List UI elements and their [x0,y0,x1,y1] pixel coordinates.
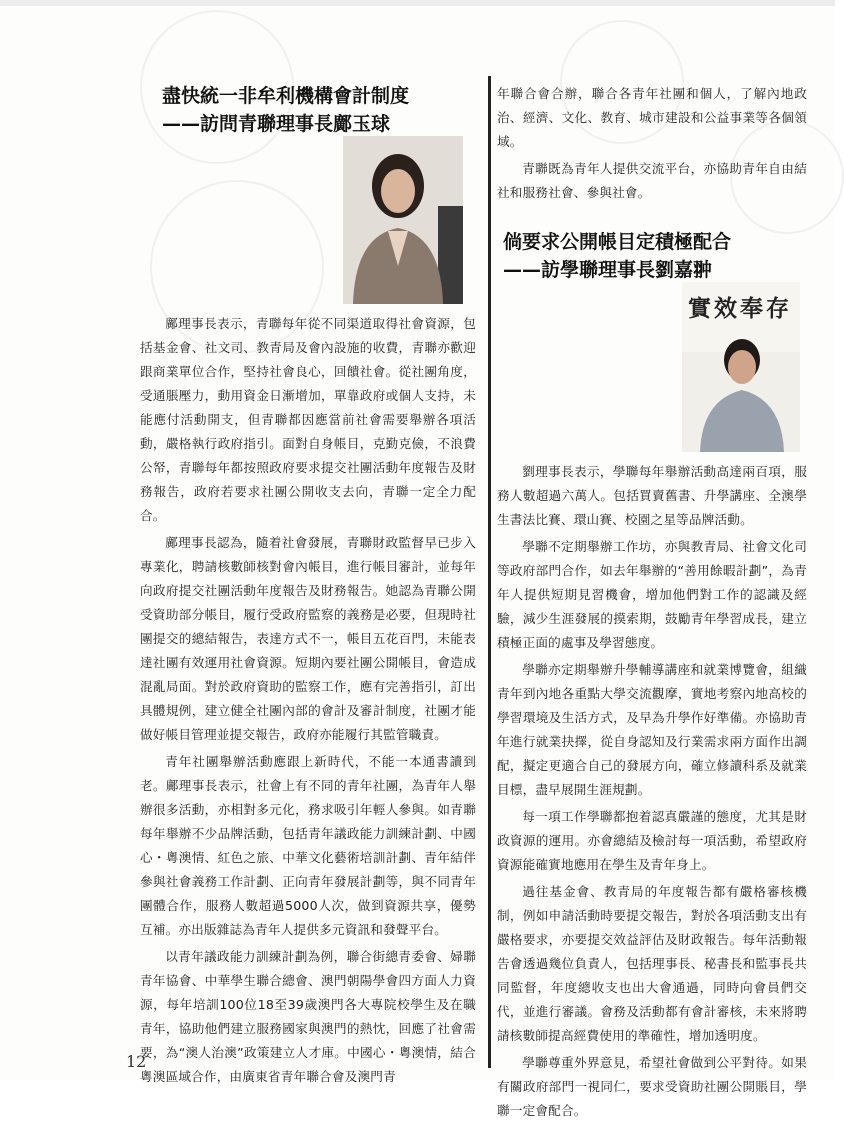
left-article-title: 盡快統一非牟利機構會計制度 [162,85,410,107]
column-divider [488,76,491,1068]
paragraph: 青聯既為青年人提供交流平台，亦協助青年自由結社和服務社會、參與社會。 [497,161,807,200]
calligraphy-text: 實效奉存 [688,295,792,322]
person-photo-icon [343,136,463,304]
paragraph: 學聯不定期舉辦工作坊，亦與教青局、社會文化司等政府部門合作，如去年舉辦的“善用餘暇計劃”，為青年人提供短期見習機會，增加他們對工作的認識及經驗，減少生涯發展的摸索期，鼓勵青年學習成長，建立積極正面的處事及學習態度。 [497,539,807,650]
paragraph: 年聯合會合辦，聯合各青年社團和個人，了解內地政治、經濟、文化、教育、城市建設和公益事業等各個領域。 [497,86,807,149]
right-article-body [497,460,807,1126]
right-article-subtitle: ——訪學聯理事長劉嘉翀 [503,259,713,281]
left-article [140,82,476,138]
right-article-heading [503,228,803,284]
paragraph: 過往基金會、教青局的年度報告都有嚴格審核機制，例如申請活動時要提交報告，對於各項活動支出有嚴格要求，亦要提交效益評估及財政報告。每年活動報告會透過幾位負責人，包括理事長、秘書長和監事長共同監督，年度總收支也出大會通過，同時向會員們交代，並進行審議。會務及活動都有會計審核，未來將聘請核數師提高經費使用的準確性，增加透明度。 [497,884,807,1043]
right-article-title: 倘要求公開帳目定積極配合 [503,231,732,253]
scan-edge-top [0,0,835,6]
paragraph: 以青年議政能力訓練計劃為例，聯合街總青委會、婦聯青年協會、中華學生聯合總會、澳門朝陽學會四方面人力資源，每年培訓100位18至39歲澳門各大專院校學生及在職青年，協助他們建立服務國家與澳門的熱忱，回應了社會需要，為“澳人治澳”政策建立人才庫。中國心・粵澳情，結合粵澳區域合作，由廣東省青年聯合會及澳門青 [140,949,476,1084]
paragraph: 鄺理事長表示，青聯每年從不同渠道取得社會資源，包括基金會、社文司、教青局及會內設施的收費，青聯亦歡迎跟商業單位合作，堅持社會良心，回饋社會。從社團角度，受通脹壓力，動用資金日漸增加，單靠政府或個人支持，未能應付活動開支，但青聯都因應當前社會需要舉辦各項活動，嚴格執行政府指引。面對自身帳目，克勤克儉，不浪費公帑，青聯每年都按照政府要求提交社團活動年度報告及財務報告，政府若要求社團公開收支去向，青聯一定全力配合。 [140,316,476,523]
right-article-continuation [497,82,807,208]
paragraph: 學聯尊重外界意見，希望社會做到公平對待。如果有關政府部門一視同仁，要求受資助社團公開賬目，學聯一定會配合。 [497,1055,807,1118]
paragraph: 每一項工作學聯都抱着認真嚴謹的態度，尤其是財政資源的運用。亦會總結及檢討每一項活動，希望政府資源能確實地應用在學生及青年身上。 [497,809,807,872]
page-number: 12 [126,1052,147,1071]
interviewee-photo-right [682,282,800,452]
interviewee-photo-left [343,136,463,304]
paragraph: 劉理事長表示，學聯每年舉辦活動高達兩百項，服務人數超過六萬人。包括買賣舊書、升學講座、全澳學生書法比賽、環山賽、校園之星等品牌活動。 [497,464,807,527]
paragraph: 青年社團舉辦活動應跟上新時代，不能一本通書讀到老。鄺理事長表示，社會上有不同的青年社團，為青年人舉辦很多活動，亦相對多元化，務求吸引年輕人參與。如青聯每年舉辦不少品牌活動，包括青年議政能力訓練計劃、中國心・粵澳情、紅色之旅、中華文化藝術培訓計劃、青年結伴參與社會義務工作計劃、正向青年發展計劃等，與不同青年團體合作，服務人數超過5000人次，做到資源共享，優勢互補。亦出版雜誌為青年人提供多元資訊和發聲平台。 [140,754,476,937]
left-article-body [140,312,476,1092]
left-article-subtitle: ——訪問青聯理事長鄺玉球 [162,113,391,135]
paragraph: 學聯亦定期舉辦升學輔導講座和就業博覽會，組織青年到內地各重點大學交流觀摩，實地考察內地高校的學習環境及生活方式，及早為升學作好準備。亦協助青年進行就業抉擇，從自身認知及行業需求兩方面作出調配，擬定更適合自己的發展方向，確立修讀科系及就業目標，盡早展開生涯規劃。 [497,662,807,797]
paragraph: 鄺理事長認為，隨着社會發展，青聯財政監督早已步入專業化，聘請核數師核對會內帳目，進行帳目審計，並每年向政府提交社團活動年度報告及財務報告。她認為青聯公開受資助部分帳目，履行受政府監察的義務是必要，但現時社團提交的總結報告，表達方式不一，帳目五花百門，未能表達社團有效運用社會資源。短期內要社團公開帳目，會造成混亂局面。對於政府資助的監察工作，應有完善指引，訂出具體規例，建立健全社團內部的會計及審計制度，社團才能做好帳目管理並提交報告，政府亦能履行其監管職責。 [140,535,476,742]
